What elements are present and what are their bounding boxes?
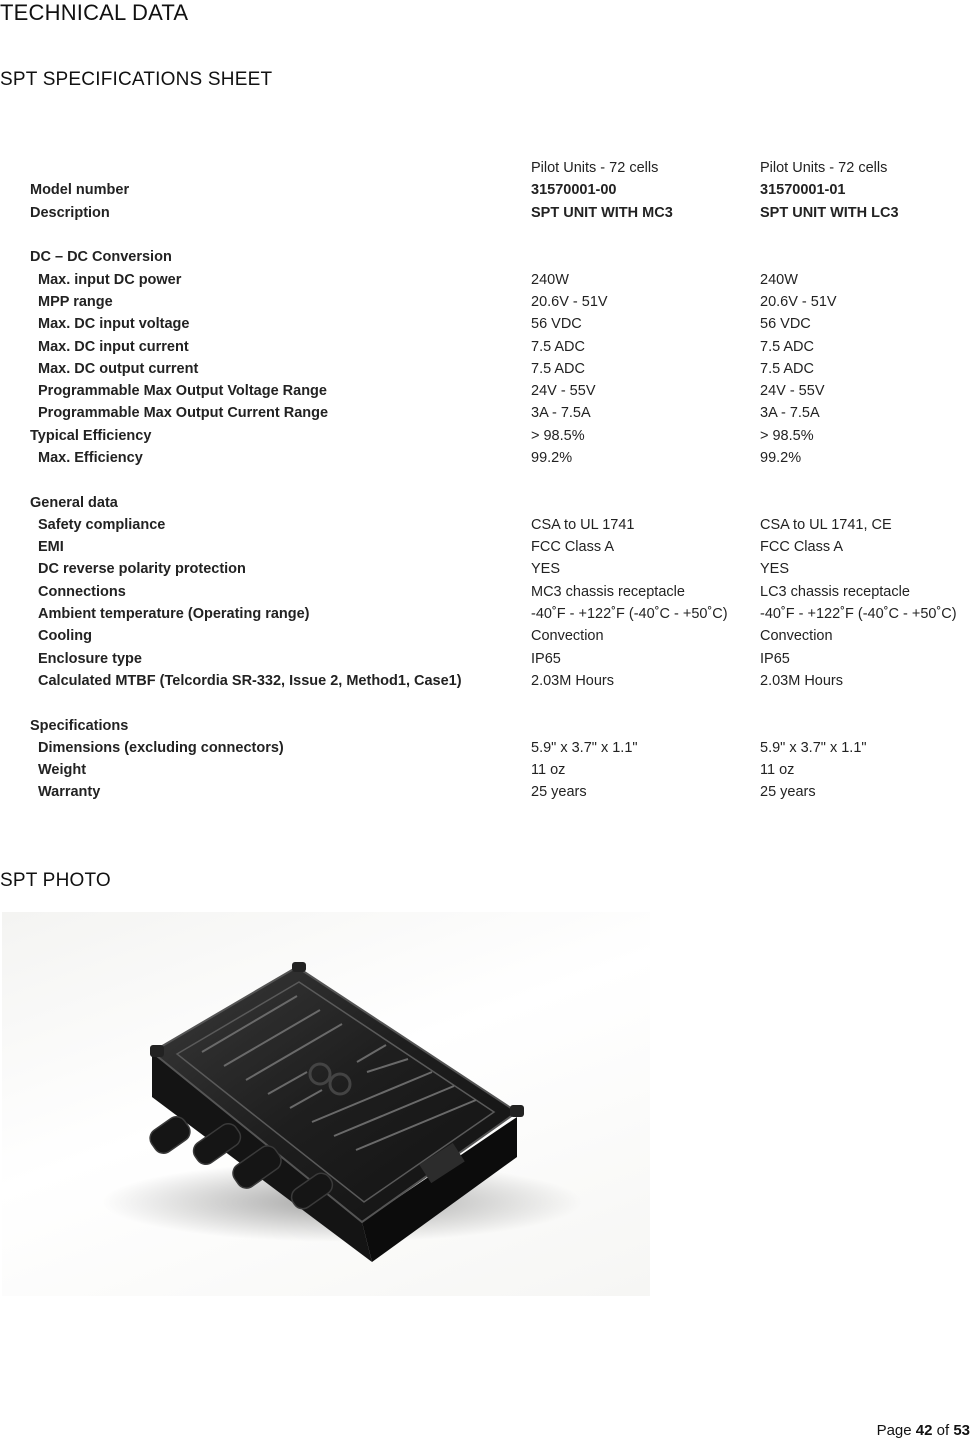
spec-label: EMI <box>38 539 64 556</box>
page-footer <box>877 1422 970 1439</box>
spec-value-mc3 <box>531 692 760 714</box>
photo-heading <box>0 870 111 892</box>
spec-row <box>30 536 970 558</box>
spec-label: Programmable Max Output Voltage Range <box>38 383 327 400</box>
mounting-tab <box>510 1105 524 1117</box>
spec-label: Programmable Max Output Current Range <box>38 405 329 422</box>
spec-value-lc3: SPT UNIT WITH LC3 <box>760 204 899 221</box>
spec-row <box>30 358 970 380</box>
spec-row <box>30 603 970 625</box>
spec-row <box>30 335 970 357</box>
spec-value-lc3: 11 oz <box>760 762 795 779</box>
spec-row <box>30 469 970 491</box>
spec-label: Max. DC output current <box>38 360 199 377</box>
spec-row <box>30 157 970 179</box>
section-title <box>0 0 188 26</box>
spec-row <box>30 781 970 803</box>
spec-value-lc3: Pilot Units - 72 cells <box>760 160 888 177</box>
spec-sheet-heading <box>0 69 272 91</box>
spec-value-mc3 <box>531 224 760 246</box>
spec-value-mc3: 24V - 55V <box>531 383 596 400</box>
spec-value-mc3: 7.5 ADC <box>531 360 585 377</box>
spec-row <box>30 224 970 246</box>
spec-heading-rest: SPECIFICATIONS SHEET <box>42 69 273 90</box>
spec-label: Model number <box>30 182 130 199</box>
spec-value-mc3: 56 VDC <box>531 316 582 333</box>
spec-value-mc3: FCC Class A <box>531 539 614 556</box>
spec-label: Max. input DC power <box>38 271 182 288</box>
spec-value-mc3: > 98.5% <box>531 427 585 444</box>
spec-label: Specifications <box>30 717 129 734</box>
spec-table-body <box>30 157 970 804</box>
spec-value-mc3: 7.5 ADC <box>531 338 585 355</box>
spec-label: Warranty <box>38 784 101 801</box>
spec-value-mc3: 25 years <box>531 784 587 801</box>
spec-value-lc3: 240W <box>760 271 798 288</box>
spec-value-mc3: IP65 <box>531 650 561 667</box>
spec-label <box>30 224 531 246</box>
spec-value-lc3 <box>760 469 970 491</box>
spec-row <box>30 514 970 536</box>
spec-row <box>30 246 970 268</box>
footer-page-word: Page <box>876 1422 916 1439</box>
spec-label: Max. DC input voltage <box>38 316 190 333</box>
spec-label: Weight <box>38 762 87 779</box>
spec-value-mc3: 11 oz <box>531 762 566 779</box>
spec-value-mc3: SPT UNIT WITH MC3 <box>531 204 673 221</box>
spt-unit-illustration <box>2 912 650 1296</box>
spec-value-lc3: -40˚F - +122˚F (-40˚C - +50˚C) <box>760 606 957 623</box>
spec-row <box>30 759 970 781</box>
spec-value-mc3: 3A - 7.5A <box>531 405 591 422</box>
spec-label: MPP range <box>38 293 113 310</box>
photo-heading-prefix: SPT P <box>0 870 56 891</box>
spec-label: DC reverse polarity protection <box>38 561 246 578</box>
spec-value-lc3: 7.5 ADC <box>760 360 814 377</box>
mounting-tab <box>292 962 306 972</box>
spec-value-lc3: 5.9" x 3.7" x 1.1" <box>760 739 867 756</box>
spec-value-mc3: -40˚F - +122˚F (-40˚C - +50˚C) <box>531 606 728 623</box>
spec-label: Dimensions (excluding connectors) <box>38 739 284 756</box>
spec-value-lc3: > 98.5% <box>760 427 814 444</box>
spec-row <box>30 425 970 447</box>
spec-label <box>30 157 531 179</box>
spec-row <box>30 291 970 313</box>
spec-value-lc3: CSA to UL 1741, CE <box>760 516 892 533</box>
spec-value-mc3 <box>531 246 760 268</box>
photo-heading-rest: HOTO <box>55 870 111 891</box>
spec-value-lc3 <box>760 692 970 714</box>
spec-heading-prefix: SPT <box>0 69 43 90</box>
spec-row <box>30 648 970 670</box>
spec-value-lc3: IP65 <box>760 650 790 667</box>
spec-label: Description <box>30 204 110 221</box>
title-initial-t: T <box>0 0 14 25</box>
spec-value-mc3: 2.03M Hours <box>531 672 615 689</box>
spec-value-lc3: 99.2% <box>760 450 802 466</box>
title-rest-echnical: ECHNICAL <box>13 0 132 25</box>
spec-value-mc3: Convection <box>531 628 604 645</box>
spec-label: DC – DC Conversion <box>30 249 172 266</box>
spec-row <box>30 179 970 201</box>
spec-row <box>30 670 970 692</box>
spec-value-lc3 <box>760 491 970 513</box>
spec-row <box>30 581 970 603</box>
spec-value-lc3 <box>760 246 970 268</box>
spec-row <box>30 737 970 759</box>
spec-value-lc3 <box>760 714 970 736</box>
spec-label: Max. DC input current <box>38 338 189 355</box>
spec-value-lc3: 56 VDC <box>760 316 811 333</box>
spec-label: Safety compliance <box>38 516 166 533</box>
product-photo <box>2 912 650 1296</box>
spec-label: Connections <box>38 583 126 600</box>
spec-row <box>30 714 970 736</box>
spec-value-mc3: 240W <box>531 271 569 288</box>
spec-label: General data <box>30 494 118 511</box>
spec-value-lc3: 25 years <box>760 784 816 801</box>
spec-value-mc3 <box>531 714 760 736</box>
spec-label: Max. Efficiency <box>38 450 143 466</box>
spec-value-mc3: 20.6V - 51V <box>531 293 608 310</box>
spec-value-mc3 <box>531 491 760 513</box>
spec-label: Typical Efficiency <box>30 427 152 444</box>
spec-row <box>30 380 970 402</box>
spec-row <box>30 558 970 580</box>
spec-value-lc3: 2.03M Hours <box>760 672 844 689</box>
spec-label <box>30 692 531 714</box>
spec-value-mc3: 31570001-00 <box>531 182 617 199</box>
spec-table <box>30 157 970 804</box>
spec-value-lc3: 24V - 55V <box>760 383 825 400</box>
spec-label: Enclosure type <box>38 650 142 667</box>
mounting-tab <box>150 1045 164 1057</box>
spec-row <box>30 692 970 714</box>
spec-value-lc3: 3A - 7.5A <box>760 405 820 422</box>
title-initial-d: D <box>131 0 149 25</box>
spec-label: Calculated MTBF (Telcordia SR-332, Issue 2, Method1, Case1) <box>38 672 462 689</box>
spec-value-mc3: 99.2% <box>531 450 573 466</box>
footer-page-total: 53 <box>953 1422 970 1439</box>
spec-label <box>30 469 531 491</box>
spec-value-mc3: CSA to UL 1741 <box>531 516 635 533</box>
spec-value-lc3: YES <box>760 561 790 578</box>
spec-value-mc3: MC3 chassis receptacle <box>531 583 685 600</box>
spec-row <box>30 202 970 224</box>
spec-label: Cooling <box>38 628 92 645</box>
spec-value-lc3: 7.5 ADC <box>760 338 814 355</box>
spec-row <box>30 402 970 424</box>
spec-row <box>30 491 970 513</box>
spec-label: Ambient temperature (Operating range) <box>38 606 310 623</box>
footer-page-number: 42 <box>915 1422 933 1439</box>
spec-value-lc3: Convection <box>760 628 833 645</box>
spec-value-mc3 <box>531 469 760 491</box>
spec-value-lc3: 20.6V - 51V <box>760 293 837 310</box>
spec-value-lc3: FCC Class A <box>760 539 843 556</box>
spec-value-lc3 <box>760 224 970 246</box>
spec-row <box>30 447 970 469</box>
footer-of-word: of <box>932 1422 954 1439</box>
spec-row <box>30 268 970 290</box>
spec-value-mc3: YES <box>531 561 561 578</box>
spec-value-lc3: LC3 chassis receptacle <box>760 583 910 600</box>
spec-row <box>30 625 970 647</box>
spec-value-lc3: 31570001-01 <box>760 182 846 199</box>
spec-value-mc3: Pilot Units - 72 cells <box>531 160 659 177</box>
spec-row <box>30 313 970 335</box>
title-rest-ata: ATA <box>148 0 189 25</box>
spec-value-mc3: 5.9" x 3.7" x 1.1" <box>531 739 638 756</box>
